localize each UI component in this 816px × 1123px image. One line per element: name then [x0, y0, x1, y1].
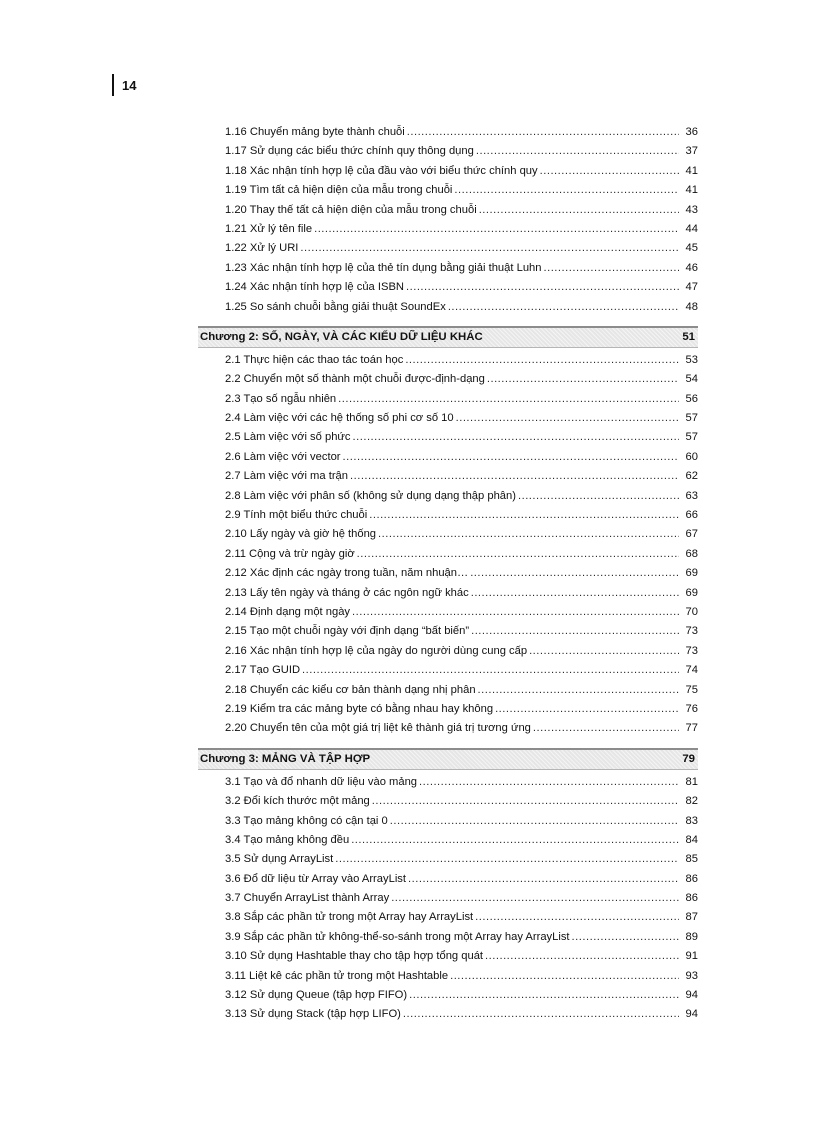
dot-leader: [450, 967, 679, 986]
dot-leader: [476, 142, 679, 161]
toc-entry[interactable]: [198, 390, 698, 409]
dot-leader: [406, 278, 679, 297]
toc-entry-title: 3.7 Chuyển ArrayList thành Array: [225, 892, 390, 905]
toc-entry[interactable]: [198, 831, 698, 850]
toc-entry-title: 1.17 Sử dụng các biểu thức chính quy thông dụng: [225, 145, 474, 158]
toc-entry-page: 91: [685, 950, 698, 963]
toc-entry[interactable]: [198, 1005, 698, 1024]
toc-entry[interactable]: [198, 239, 698, 258]
dot-leader: [529, 642, 679, 661]
toc-entry-page: 43: [685, 203, 698, 216]
dot-leader: [487, 370, 679, 389]
toc-entry-title: 3.12 Sử dụng Queue (tập hợp FIFO): [225, 989, 408, 1002]
toc-entry-page: 57: [685, 431, 698, 444]
dot-leader: [343, 448, 679, 467]
toc-entry-title: 2.10 Lấy ngày và giờ hệ thống: [225, 528, 377, 541]
page-number: 14: [122, 77, 137, 93]
toc-entry[interactable]: [198, 812, 698, 831]
toc-entry-title: 2.14 Định dạng một ngày: [225, 605, 351, 618]
toc-entry-title: 1.20 Thay thế tất cả hiện diện của mẫu trong chuỗi: [225, 203, 477, 216]
toc-entry[interactable]: [198, 564, 698, 583]
dot-leader: [351, 831, 679, 850]
toc-entry-page: 84: [685, 833, 698, 846]
toc-entry[interactable]: [198, 545, 698, 564]
toc-entry-page: 41: [685, 184, 698, 197]
toc-entry-title: 1.23 Xác nhận tính hợp lệ của thẻ tín dụng bằng giải thuật Luhn: [225, 261, 542, 274]
toc-entry-page: 47: [685, 281, 698, 294]
dot-leader: [352, 603, 679, 622]
dot-leader: [533, 719, 679, 738]
toc-entry-title: 1.18 Xác nhận tính hợp lệ của đầu vào với biểu thức chính quy: [225, 164, 538, 177]
dot-leader: [495, 700, 679, 719]
toc-entry-page: 93: [685, 969, 698, 982]
header-rule: [112, 74, 114, 96]
toc-entry[interactable]: [198, 622, 698, 641]
toc-entry-page: 87: [685, 911, 698, 924]
toc-entry[interactable]: [198, 967, 698, 986]
dot-leader: [485, 947, 679, 966]
toc-entry-page: 68: [685, 547, 698, 560]
dot-leader: [456, 409, 679, 428]
toc-section-chapter-3: [198, 773, 698, 1025]
toc-entry[interactable]: [198, 870, 698, 889]
toc-entry[interactable]: [198, 642, 698, 661]
toc-entry-title: 2.11 Cộng và trừ ngày giờ: [225, 547, 355, 560]
dot-leader: [405, 351, 679, 370]
dot-leader: [372, 792, 679, 811]
toc-entry-page: 67: [685, 528, 698, 541]
dot-leader: [518, 487, 679, 506]
toc-entry-title: 2.5 Làm việc với số phức: [225, 431, 351, 444]
toc-entry[interactable]: [198, 162, 698, 181]
toc-entry-title: 3.2 Đổi kích thước một mảng: [225, 795, 370, 808]
toc-entry-title: 1.25 So sánh chuỗi bằng giải thuật SoundEx: [225, 300, 446, 313]
chapter-heading-3[interactable]: [198, 748, 698, 770]
toc-entry-title: 3.3 Tạo mảng không có cận tại 0: [225, 814, 388, 827]
toc-entry[interactable]: [198, 928, 698, 947]
dot-leader: [471, 584, 679, 603]
toc-entry-page: 94: [685, 989, 698, 1002]
chapter-page: 79: [682, 752, 695, 765]
toc-entry[interactable]: [198, 773, 698, 792]
toc-entry-title: 2.15 Tạo một chuỗi ngày với định dạng “bất biến”: [225, 625, 470, 638]
toc-entry[interactable]: [198, 719, 698, 738]
toc-entry-title: 3.4 Tạo mảng không đều: [225, 833, 350, 846]
toc-entry[interactable]: [198, 278, 698, 297]
toc-entry-title: 1.22 Xử lý URI: [225, 242, 299, 255]
toc-entry[interactable]: [198, 487, 698, 506]
toc-entry[interactable]: [198, 603, 698, 622]
toc-entry-page: 63: [685, 489, 698, 502]
toc-entry-title: 2.13 Lấy tên ngày và tháng ở các ngôn ngữ khác: [225, 586, 469, 599]
dot-leader: [378, 525, 679, 544]
dot-leader: [419, 773, 679, 792]
toc-entry-page: 86: [685, 872, 698, 885]
toc-entry-title: 2.4 Làm việc với các hệ thống số phi cơ số 10: [225, 412, 454, 425]
dot-leader: [540, 162, 679, 181]
toc-entry-page: 41: [685, 164, 698, 177]
toc-entry[interactable]: [198, 889, 698, 908]
toc-entry[interactable]: [198, 525, 698, 544]
dot-leader: [369, 506, 679, 525]
dot-leader: [448, 298, 679, 317]
dot-leader: [300, 239, 679, 258]
toc-entry[interactable]: [198, 220, 698, 239]
dot-leader: [314, 220, 679, 239]
toc-entry-page: 81: [685, 775, 698, 788]
toc-entry-page: 60: [685, 450, 698, 463]
toc-entry[interactable]: [198, 700, 698, 719]
toc-section-intro: [198, 123, 698, 317]
toc-entry-title: 2.1 Thực hiện các thao tác toán học: [225, 353, 404, 366]
toc-entry[interactable]: [198, 661, 698, 680]
toc-entry[interactable]: [198, 123, 698, 142]
toc-entry-page: 46: [685, 261, 698, 274]
toc-entry-page: 77: [685, 722, 698, 735]
toc-entry-page: 66: [685, 509, 698, 522]
toc-entry-page: 36: [685, 126, 698, 138]
toc-entry-title: 2.17 Tạo GUID: [225, 664, 301, 677]
toc-entry-title: 3.9 Sắp các phần tử không-thể-so-sánh trong một Array hay ArrayList: [225, 930, 570, 943]
toc-entry-page: 85: [685, 853, 698, 866]
toc-entry-title: 2.6 Làm việc với vector: [225, 450, 341, 463]
toc-entry-title: 2.18 Chuyển các kiểu cơ bản thành dạng nhị phân: [225, 683, 476, 696]
toc-entry[interactable]: [198, 986, 698, 1005]
toc-entry-title: 1.21 Xử lý tên file: [225, 222, 313, 235]
toc-entry-page: 62: [685, 470, 698, 483]
toc-entry[interactable]: [198, 792, 698, 811]
page-header: [112, 74, 136, 96]
toc-entry-page: 53: [685, 353, 698, 366]
chapter-page: 51: [682, 330, 695, 343]
toc-entry[interactable]: [198, 428, 698, 447]
toc-entry-title: 2.8 Làm việc với phân số (không sử dụng dạng thập phân): [225, 489, 516, 502]
dot-leader: [471, 622, 679, 641]
toc-entry-title: 3.6 Đổ dữ liệu từ Array vào ArrayList: [225, 872, 407, 885]
toc-entry-page: 82: [685, 795, 698, 808]
toc-entry-title: 2.16 Xác nhận tính hợp lệ của ngày do người dùng cung cấp: [225, 644, 528, 657]
toc-entry[interactable]: [198, 584, 698, 603]
toc-entry[interactable]: [198, 181, 698, 200]
dot-leader: [338, 390, 679, 409]
toc-entry[interactable]: [198, 506, 698, 525]
toc-entry-page: 45: [685, 242, 698, 255]
toc-entry-page: 83: [685, 814, 698, 827]
toc-entry[interactable]: [198, 298, 698, 317]
toc-entry[interactable]: [198, 947, 698, 966]
toc-entry-page: 75: [685, 683, 698, 696]
dot-leader: [403, 1005, 679, 1024]
toc-entry-page: 73: [685, 625, 698, 638]
dot-leader: [357, 545, 679, 564]
dot-leader: [479, 201, 679, 220]
toc-entry-title: 2.20 Chuyển tên của một giá trị liệt kê thành giá trị tương ứng: [225, 722, 531, 735]
toc-entry[interactable]: [198, 908, 698, 927]
dot-leader: [408, 870, 679, 889]
toc-entry-page: 37: [685, 145, 698, 158]
toc-entry-page: 44: [685, 222, 698, 235]
toc-entry-title: 3.8 Sắp các phần tử trong một Array hay ArrayList: [225, 911, 474, 924]
dot-leader: [572, 928, 679, 947]
toc-entry-page: 48: [685, 300, 698, 313]
dot-leader: [543, 259, 679, 278]
toc-entry[interactable]: [198, 370, 698, 389]
dot-leader: [353, 428, 679, 447]
toc-entry[interactable]: [198, 409, 698, 428]
toc-entry-page: 76: [685, 702, 698, 715]
dot-leader: [390, 812, 679, 831]
toc-entry-page: 54: [685, 373, 698, 386]
toc-entry[interactable]: [198, 351, 698, 370]
toc-entry-page: 70: [685, 605, 698, 618]
toc-entry-title: 2.7 Làm việc với ma trận: [225, 470, 348, 483]
toc-entry[interactable]: [198, 850, 698, 869]
toc-entry-page: 89: [685, 930, 698, 943]
toc-entry-page: 69: [685, 567, 698, 580]
toc-entry-title: 1.19 Tìm tất cả hiện diện của mẫu trong chuỗi: [225, 184, 453, 197]
toc-entry-title: 2.2 Chuyển một số thành một chuỗi được-định-dạng: [225, 373, 485, 386]
toc-entry-title: 2.12 Xác định các ngày trong tuần, năm nhuận…: [225, 567, 469, 580]
dot-leader: [454, 181, 679, 200]
dot-leader: [302, 661, 679, 680]
toc-entry-page: 56: [685, 392, 698, 405]
chapter-heading-2[interactable]: [198, 326, 698, 348]
dot-leader: [470, 564, 679, 583]
toc-entry-title: 2.9 Tính một biểu thức chuỗi: [225, 509, 368, 522]
dot-leader: [478, 681, 679, 700]
toc-entry-title: 3.11 Liệt kê các phần tử trong một Hashtable: [225, 969, 449, 982]
toc-entry[interactable]: [198, 259, 698, 278]
dot-leader: [475, 908, 679, 927]
toc-entry-page: 57: [685, 412, 698, 425]
toc-entry-page: 69: [685, 586, 698, 599]
toc-entry-page: 73: [685, 644, 698, 657]
toc-section-chapter-2: [198, 351, 698, 739]
table-of-contents: [198, 123, 698, 1025]
toc-entry[interactable]: [198, 467, 698, 486]
toc-entry-title: 3.10 Sử dụng Hashtable thay cho tập hợp tổng quát: [225, 950, 484, 963]
toc-entry[interactable]: [198, 142, 698, 161]
dot-leader: [409, 986, 679, 1005]
chapter-title: Chương 3: MẢNG VÀ TẬP HỢP: [200, 752, 371, 765]
toc-entry-page: 94: [685, 1008, 698, 1021]
dot-leader: [391, 889, 679, 908]
dot-leader: [350, 467, 679, 486]
toc-entry-title: 2.19 Kiểm tra các mảng byte có bằng nhau hay không: [225, 702, 494, 715]
toc-entry[interactable]: [198, 681, 698, 700]
toc-entry-title: 1.16 Chuyển mảng byte thành chuỗi: [225, 126, 405, 138]
chapter-title: Chương 2: SỐ, NGÀY, VÀ CÁC KIỂU DỮ LIỆU KHÁC: [200, 330, 483, 343]
toc-entry-title: 2.3 Tạo số ngẫu nhiên: [225, 392, 337, 405]
toc-entry[interactable]: [198, 448, 698, 467]
toc-entry-page: 74: [685, 664, 698, 677]
toc-entry[interactable]: [198, 201, 698, 220]
toc-entry-title: 3.5 Sử dụng ArrayList: [225, 853, 334, 866]
toc-entry-page: 86: [685, 892, 698, 905]
toc-entry-title: 1.24 Xác nhận tính hợp lệ của ISBN: [225, 281, 404, 294]
dot-leader: [335, 850, 679, 869]
toc-entry-title: 3.13 Sử dụng Stack (tập hợp LIFO): [225, 1008, 401, 1021]
dot-leader: [407, 123, 679, 142]
toc-entry-title: 3.1 Tạo và đổ nhanh dữ liệu vào mảng: [225, 775, 418, 788]
